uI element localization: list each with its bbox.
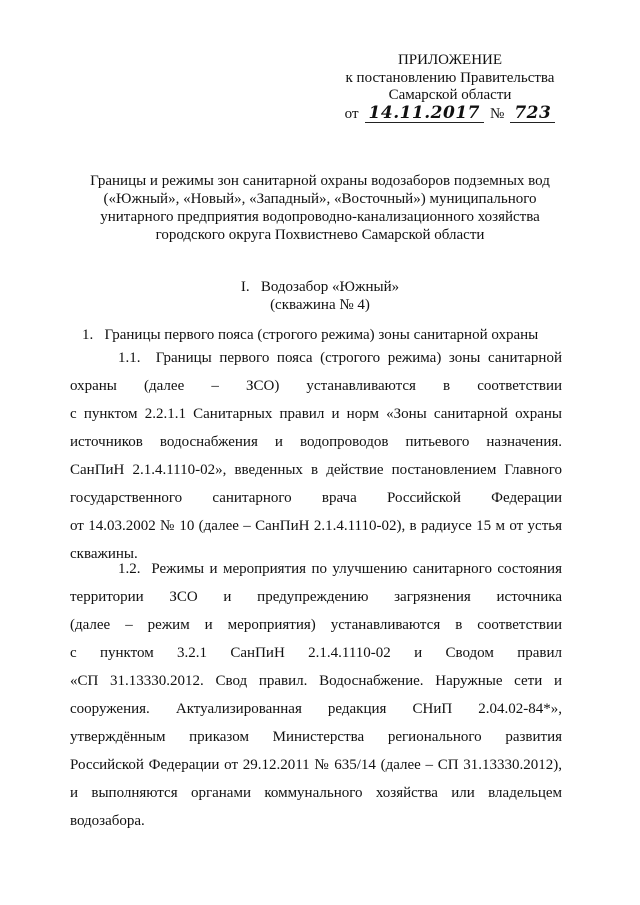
text-line: 1.1. Границы первого пояса (строгого режима) зоны санитарной: [118, 350, 562, 366]
paragraph-1-2: [70, 555, 562, 835]
text-line: источников водоснабжения и водопроводов питьевого назначения.: [70, 434, 562, 450]
text-line: и выполняются органами коммунального хозяйства или владельцем: [70, 785, 562, 801]
handwritten-number: 723: [510, 105, 555, 124]
annex-title: ПРИЛОЖЕНИЕ: [397, 52, 503, 68]
annex-date-number: [330, 102, 570, 124]
text-line: скважины.: [70, 546, 138, 562]
title-line: унитарного предприятия водопроводно-канализационного хозяйства: [100, 209, 540, 225]
from-label: от: [344, 105, 359, 122]
item-1-heading: 1. Границы первого пояса (строгого режима) зоны санитарной охраны: [82, 327, 539, 343]
text-line: водозабора.: [70, 813, 145, 829]
text-line: (далее – режим и мероприятия) устанавливаются в соответствии: [70, 617, 562, 633]
section-title: I. Водозабор «Южный»: [240, 279, 400, 295]
annex-line-2: к постановлению Правительства: [345, 69, 555, 86]
text-line: территории ЗСО и предупреждению загрязнения источника: [70, 589, 562, 605]
section-heading: [70, 278, 570, 314]
text-line: с пунктом 2.2.1.1 Санитарных правил и норм «Зоны санитарной охраны: [70, 406, 562, 422]
annex-line-3: Самарской области: [388, 87, 512, 103]
number-label: №: [490, 105, 505, 122]
annex-block: [330, 52, 570, 123]
text-line: «СП 31.13330.2012. Свод правил. Водоснабжение. Наружные сети и: [70, 673, 562, 689]
section-subtitle: (скважина № 4): [270, 297, 370, 313]
text-line: охраны (далее – ЗСО) устанавливаются в соответствии: [70, 378, 562, 394]
text-line: Российской Федерации от 29.12.2011 № 635/14 (далее – СП 31.13330.2012),: [70, 757, 562, 773]
handwritten-date: 14.11.2017: [365, 105, 484, 124]
text-line: государственного санитарного врача Российской Федерации: [70, 490, 562, 506]
title-line: («Южный», «Новый», «Западный», «Восточный») муниципального: [103, 191, 537, 207]
text-line: СанПиН 2.1.4.1110-02», введенных в действие постановлением Главного: [70, 462, 562, 478]
text-line: сооружения. Актуализированная редакция СНиП 2.04.02-84*»,: [70, 701, 562, 717]
paragraph-1-1: [70, 344, 562, 568]
title-line: Границы и режимы зон санитарной охраны водозаборов подземных вод: [90, 173, 550, 189]
title-line: городского округа Похвистнево Самарской области: [155, 227, 485, 243]
text-line: 1.2. Режимы и мероприятия по улучшению санитарного состояния: [118, 561, 562, 577]
text-line: от 14.03.2002 № 10 (далее – СанПиН 2.1.4.1110-02), в радиусе 15 м от устья: [70, 518, 562, 534]
document-title: [70, 172, 570, 244]
text-line: утверждённым приказом Министерства регионального развития: [70, 729, 562, 745]
text-line: с пунктом 3.2.1 СанПиН 2.1.4.1110-02 и Сводом правил: [70, 645, 562, 661]
